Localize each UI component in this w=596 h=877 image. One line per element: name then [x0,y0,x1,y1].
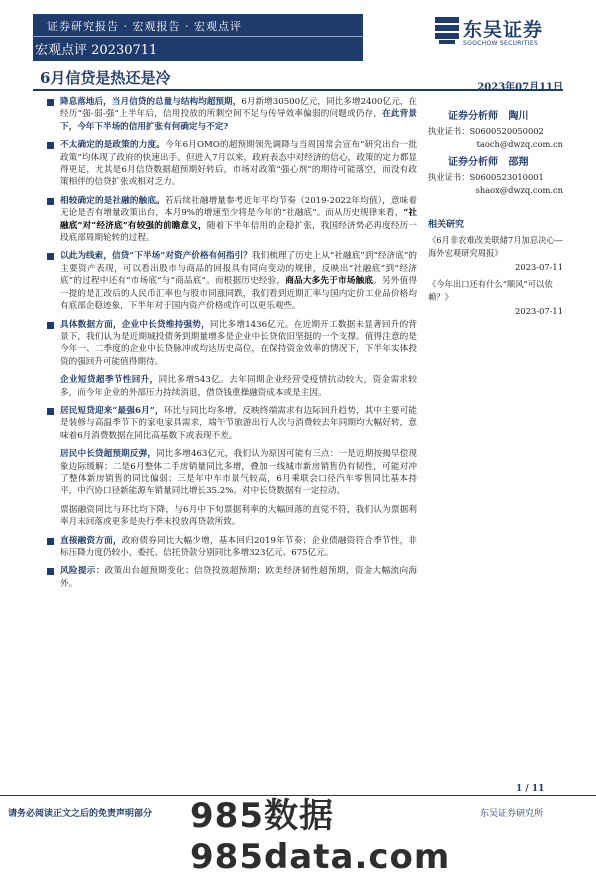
sidebar [428,78,563,322]
related-report-date: 2023-07-11 [515,306,563,316]
main-content [44,96,417,596]
analyst-role: 证券分析师 [448,111,498,122]
bullet-square-icon [47,198,54,205]
bullet-square-icon [47,568,54,575]
paragraph-9: 票据融资同比与环比均下降，与6月中下旬票据利率的大幅回落的直觉不符，我们认为票据利率月末回落或更多是央行季末投放再贷款所致。 [60,504,417,528]
paragraph-2: 不太确定的是政策的力度。今年6月OMO的超预期领先调降与当周国常会宣布“研究出台一批政策”均体现了政府的快速出手。但进入7月以来，政府表态中对经济的信心，政策的定力都显得更足，尤其是6月信贷数据超预期好转后，市场对政策“强心剂”的期待可能落空，而没有政策相伴的信贷扩张或相对乏力。 [44,139,417,189]
paragraph-risk: 风险提示：政策出台超预期变化；信贷投放超预期；欧美经济韧性超预期，资金大幅流向海外。 [44,565,417,590]
bullet-square-icon [47,142,54,149]
paragraph-6: 企业短贷超季节性回升，同比多增543亿。去年同期企业经营受疫情抗动较大，资金需求较多，而今年企业的外部压力持续消退，借贷钱重操融资成本或是主因。 [60,375,417,398]
analyst-cert: 执业证书：S0600523010001 [428,172,544,182]
related-report-link[interactable]: 《今年出口还有什么“顺风”可以依赖？》 [428,279,553,302]
analyst-1 [448,107,563,122]
bullet-square-icon [47,253,54,260]
footer-source: 东吴证券研究所 [480,809,544,819]
bullet-square-icon [47,408,54,415]
logo-english: SOOCHOW SECURITIES [463,40,539,47]
disclaimer-text: 请务必阅读正文之后的免责声明部分 [8,809,153,819]
report-header-band [33,14,363,61]
paragraph-4: 以此为线索，信贷“下半场”对资产价格有何指引？我们梳理了历史上从“社融底”到“经济底”的主要资产表现，可以看出股市与商品的回报具有同向变动的规律，反映出“社融底”到“经济底”的过程中还有“市场底”与“商品底”。而根据历史经验，商品大多先于市场触底。另外值得一提的是汇改后的人民币汇率也与股市同涨同跌，我们看到近期汇率与国内定价工业品价格均有底部企稳迹象，下半年对于国内资产价格或许可以更乐观些。 [44,250,417,312]
paragraph-8: 居民中长贷超预期反弹，同比多增463亿元，我们认为原因可能有三点：一是近期按揭早偿现象边际缓解；二是6月整体二手房销量同比多增，叠加一线城市新房销售仍有韧性，可能对冲了整体新房销售的同比偏弱；三是年中车市景气较高，6月乘联会口径汽车零售同比基本持平，中汽协口径新能源车销量同比增长35.2%。对中长贷数据有一定拉动。 [60,449,417,497]
page-title: 6月信贷是热还是冷 [40,69,171,87]
report-date: 2023年07月11日 [477,82,563,93]
related-report-date: 2023-07-11 [515,262,563,272]
analyst-role: 证券分析师 [448,157,498,168]
header-divider [33,36,363,37]
page-number: 1 / 11 [516,784,545,794]
analyst-cert: 执业证书：S0600520050002 [428,126,544,136]
bullet-square-icon [47,322,54,329]
report-categories: 证券研究报告 · 宏观报告 · 宏观点评 [47,20,242,33]
paragraph-3: 相较确定的是社融的触底。若后续社融增量参考近年平均节奏（2019-2022年均值），意味着无论是否有增量政策出台，本月9%的增速至少将是今年的“社融底”。而从历史规律来看，“社融底”对“经济底”有较强的前瞻意义，随着下半年信用的企稳扩张，我国经济势必再度经历一段底部周期轮转的过程。 [44,195,417,245]
report-subtitle: 宏观点评 20230711 [35,39,157,58]
analyst-name: 邵翔 [508,157,529,168]
related-report-link[interactable]: 《6月非农难改美联储7月加息决心—海外宏观研究周报》 [428,235,564,258]
analyst-email-link[interactable]: shaox@dwzq.com.cn [475,185,563,195]
logo-mark-icon [435,17,459,45]
logo-text: 东吴证券 [463,19,544,41]
bullet-square-icon [47,538,54,545]
paragraph-5: 具体数据方面，企业中长贷维持强势，同比多增1436亿元。在近期开工数据未显著回升的背景下，我们认为是近期城投债务到期量增多是企业中长贷依旧坚挺的一个支撑。值得注意的是今年一、二季度的企业中长贷脉冲或均达历史高位，在保持资金效率的情况下，下半年实体投资的强回升可能值得期待。 [44,319,417,369]
bullet-square-icon [47,99,54,106]
paragraph-1: 降息落地后，当月信贷的总量与结构均超预期，6月新增30500亿元，同比多增2400亿元，在经历“强-弱-强”上半年后，信用投放的所剩空间不足与传导效率偏弱的问题或仍存，在此背景下，今年下半场的信用扩张有何确定与不定? [44,96,417,133]
paragraph-10: 直接融资方面，政府债券同比大幅少增，基本回归2019年节奏；企业债融资符合季节性，非标压降力度仍较小，委托、信托贷款分别同比多增323亿元、675亿元。 [44,535,417,560]
paragraph-7: 居民短贷迎来“最强6月”，环比与同比均多增，反映终端需求有边际回升趋势，其中主要可能是装修与高温季节下的家电家具需求，端午节旅游出行人次与消费较去年同期均大幅好转，意味着6月消费数据在同比高基数下或表现不差。 [44,405,417,442]
company-logo [435,15,560,55]
analyst-name: 陶川 [508,111,529,122]
analyst-2 [448,153,563,168]
analyst-email-link[interactable]: taoch@dwzq.com.cn [476,139,563,149]
related-research-heading: 相关研究 [428,220,465,230]
watermark: 985数据 985data.com [190,796,451,877]
